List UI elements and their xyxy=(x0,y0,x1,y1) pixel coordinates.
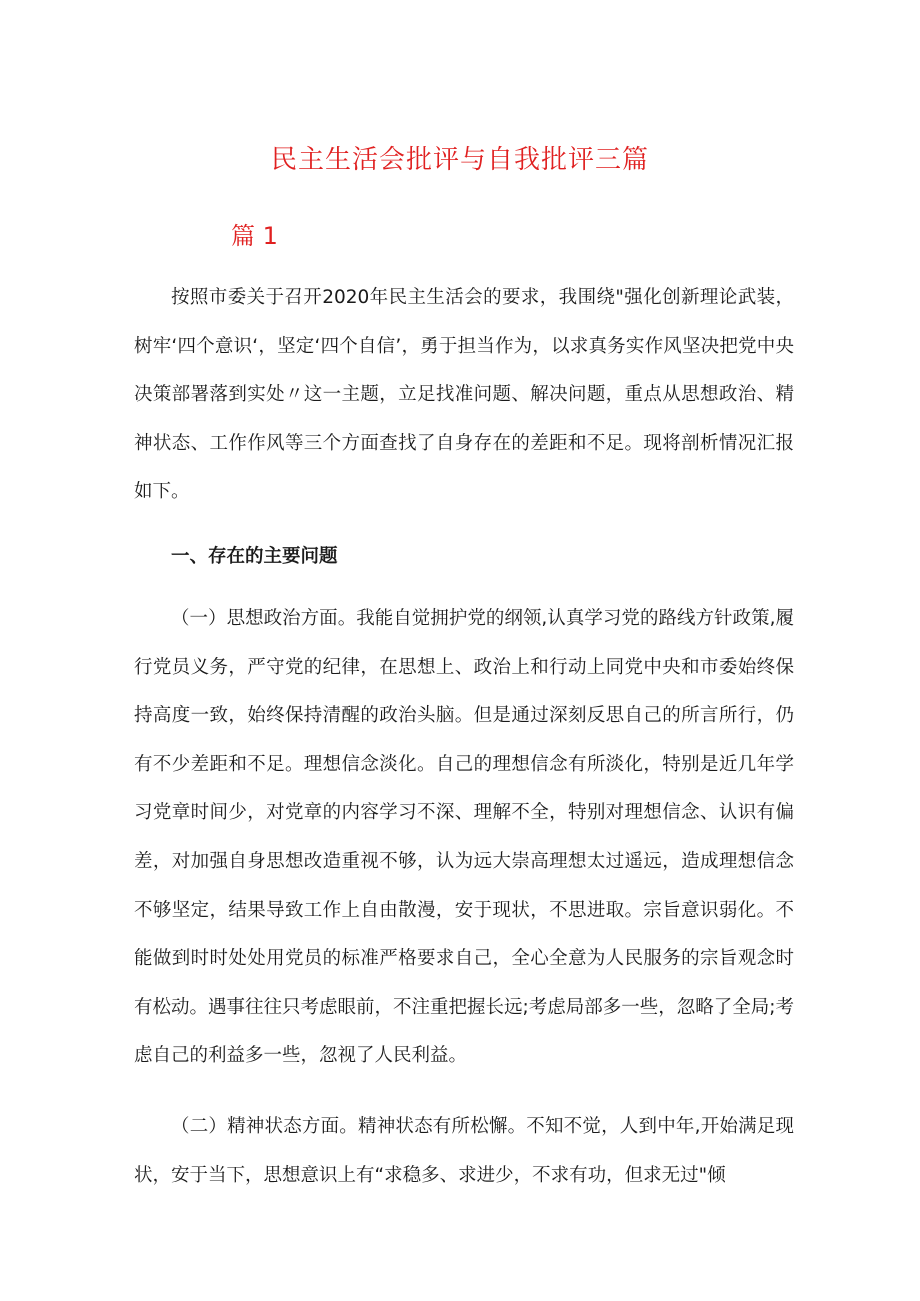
paragraph-spirit-state: （二）精神状态方面。精神状态有所松懈。不知不觉，人到中年,开始满足现状，安于当下，思想意识上有“求稳多、求进少，不求有功，但求无过"倾 xyxy=(134,1116,794,1186)
section-heading-main-problems: 一、存在的主要问题 xyxy=(171,546,338,567)
chapter-heading: 篇 1 xyxy=(231,222,278,250)
document-title: 民主生活会批评与自我批评三篇 xyxy=(270,145,649,175)
paragraph-ideology-politics: （一）思想政治方面。我能自觉拥护党的纲领,认真学习党的路线方针政策,履行党员义务，严守党的纪律，在思想上、政治上和行动上同党中央和市委始终保持高度一致，始终保持清醒的政治头脑。但是通过深刻反思自己的所言所行，仍有不少差距和不足。理想信念淡化。自己的理想信念有所淡化，特别是近几年学习党章时间少，对党章的内容学习不深、理解不全，特别对理想信念、认识有偏差，对加强自身思想改造重视不够，认为远大崇高理想太过遥远，造成理想信念不够坚定，结果导致工作上自由散漫，安于现状，不思进取。宗旨意识弱化。不能做到时时处处用党员的标准严格要求自己，全心全意为人民服务的宗旨观念时有松动。遇事往往只考虑眼前，不注重把握长远;考虑局部多一些，忽略了全局;考虑自己的利益多一些，忽视了人民利益。 xyxy=(134,608,794,1067)
intro-paragraph: 按照市委关于召开2020年民主生活会的要求，我围绕"强化创新理论武装，树牢‘四个意识‘，坚定‘四个自信’，勇于担当作为，以求真务实作风坚决把党中央决策部署落到实处〃这一主题，立足找准问题、解决问题，重点从思想政治、精神状态、工作作风等三个方面查找了自身存在的差距和不足。现将剖析情况汇报如下。 xyxy=(134,287,794,503)
